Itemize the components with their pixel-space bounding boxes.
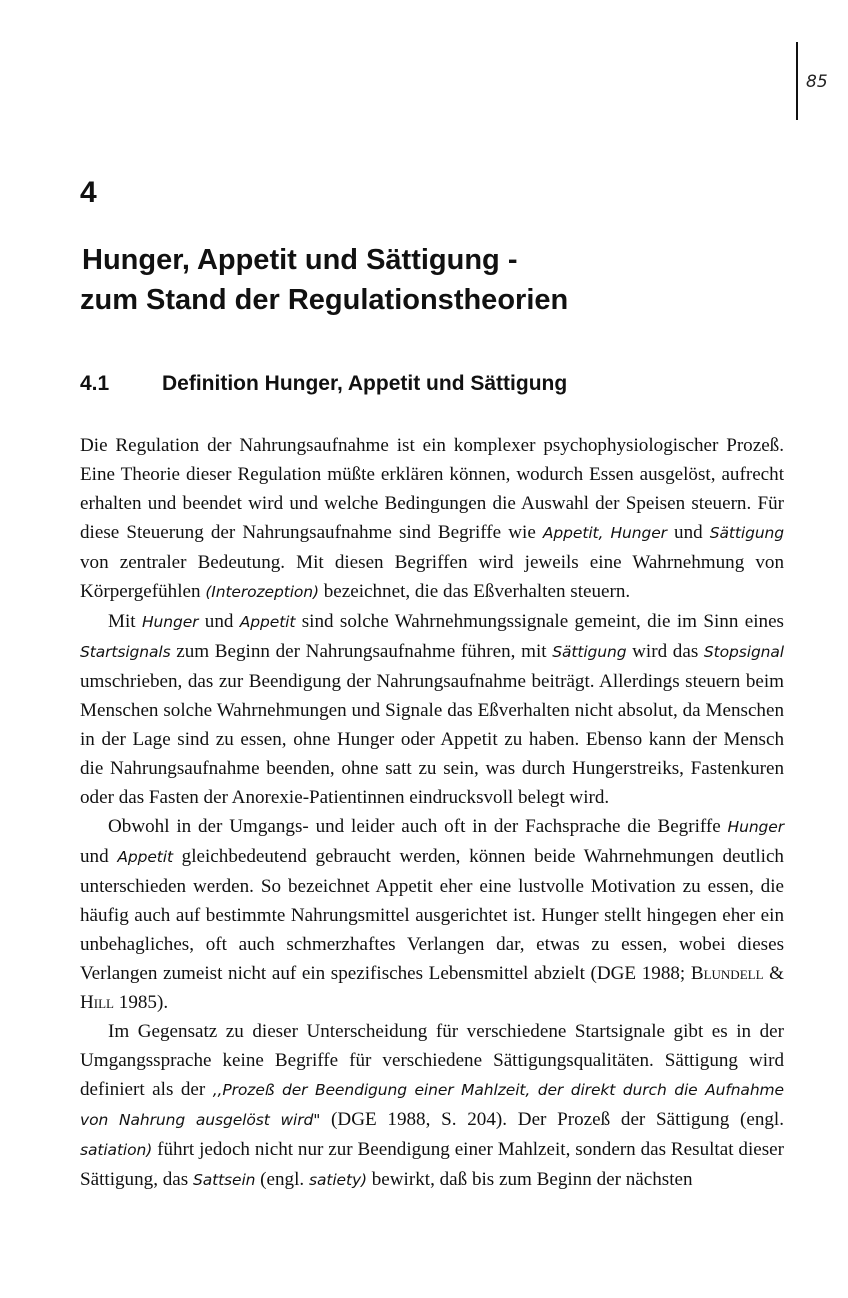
section-heading [80,372,780,396]
text-run: wird das [626,641,704,662]
paragraph-3 [80,812,784,1017]
italic-term: satiation) [80,1141,153,1159]
italic-term: Sättigung [709,524,785,542]
text-run: Mit [108,611,142,632]
text-run: führt jedoch nicht nur zur Beendigung einer Mahlzeit, sondern das Resultat dieser Sättigung, das [80,1139,784,1190]
italic-term: Sattsein [192,1171,256,1189]
italic-term: Startsignals [80,643,171,661]
italic-term: Hunger [141,613,199,631]
italic-quote: ,,Prozeß der Beendigung einer Mahlzeit, der direkt durch die Aufnahme von Nahrung ausgelöst wird" [80,1081,784,1129]
paragraph-4 [80,1017,784,1195]
body-text [80,431,784,1195]
text-run: zum Beginn der Nahrungsaufnahme führen, mit [170,641,553,662]
paragraph-2 [80,607,784,812]
text-run: Im Gegensatz zu dieser Unterscheidung für verschiedene Startsignale gibt es in der Umgangssprache keine Begriffe für verschiedene Sättigungsqualitäten. Sättigung wird definiert als der [80,1021,784,1100]
header-rule [796,42,798,120]
text-run: sind solche Wahrnehmungssignale gemeint, die im Sinn eines [295,611,784,632]
chapter-title [80,240,780,320]
italic-term: Hunger [727,818,784,836]
text-run: umschrieben, das zur Beendigung der Nahrungsaufnahme beiträgt. Allerdings steuern beim Menschen solche Wahrnehmungen und Signale das Eßverhalten nicht absolut, da Menschen in der Lage sind zu essen, ohne Hunger oder Appetit zu haben. Ebenso kann der Mensch die Nahrungsaufnahme beenden, ohne satt zu sein, was durch Hungerstreiks, Fastenkuren oder das Fasten der Anorexie-Patientinnen eindrucksvoll belegt wird. [80,671,784,808]
paragraph-1 [80,431,784,607]
text-run: gleichbedeutend gebraucht werden, können beide Wahrnehmungen deutlich unterschieden werden. So bezeichnet Appetit eher eine lustvolle Motivation zu essen, die häufig auch auf bestimmte Nahrungsmittel ausgerichtet ist. Hunger stellt hingegen eher ein unbehagliches, oft auch schmerzhaftes Verlangen dar, etwas zu essen, wobei dieses Verlangen zumeist nicht auf ein spezifisches Lebensmittel abzielt (DGE [80,846,784,984]
page-number: 85 [806,72,828,92]
text-run: (DGE 1988, S. 204). Der Prozeß der Sättigung (engl. [320,1109,784,1130]
text-run: und [80,846,118,867]
italic-term: Stopsignal [703,643,785,661]
text-run: bezeichnet, die das Eßverhalten steuern. [318,581,631,602]
text-run: (engl. [255,1169,309,1190]
text-run: Die Regulation der Nahrungsaufnahme ist ein komplexer psychophysiologischer Prozeß. Eine Theorie dieser Regulation müßte erklären können, wodurch Essen ausgelöst, aufrecht erhalten und beendet wird und welche Bedingungen die Auswahl der Speisen steuern. Für diese Steuerung der Nahrungsaufnahme sind Begriffe wie [80,435,784,543]
text-run: und [666,522,710,543]
italic-term: satiety) [308,1171,367,1189]
section-number: 4.1 [80,372,110,395]
italic-term: Appetit, Hunger [542,524,667,542]
text-run: Obwohl in der Umgangs- und leider auch oft in der Fachsprache die Begriffe [108,816,728,837]
citation-small-caps: 1988; Blundell & Hill [80,963,784,1013]
text-run: bewirkt, daß bis zum Beginn der nächsten [366,1169,693,1190]
italic-term: (Interozeption) [205,583,319,601]
italic-term: Appetit [117,848,173,866]
chapter-number: 4 [80,176,97,209]
text-run: 1985). [114,992,169,1013]
text-run: und [198,611,240,632]
text-run: von zentraler Bedeutung. Mit diesen Begriffen wird jeweils eine Wahrnehmung von Körpergefühlen [80,552,784,602]
italic-term: Sättigung [552,643,627,661]
italic-term: Appetit [239,613,296,631]
chapter-title-line-2: zum Stand der Regulationstheorien [80,284,569,316]
chapter-title-line-1: Hunger, Appetit und Sättigung - [82,244,518,276]
section-title: Definition Hunger, Appetit und Sättigung [162,372,568,395]
